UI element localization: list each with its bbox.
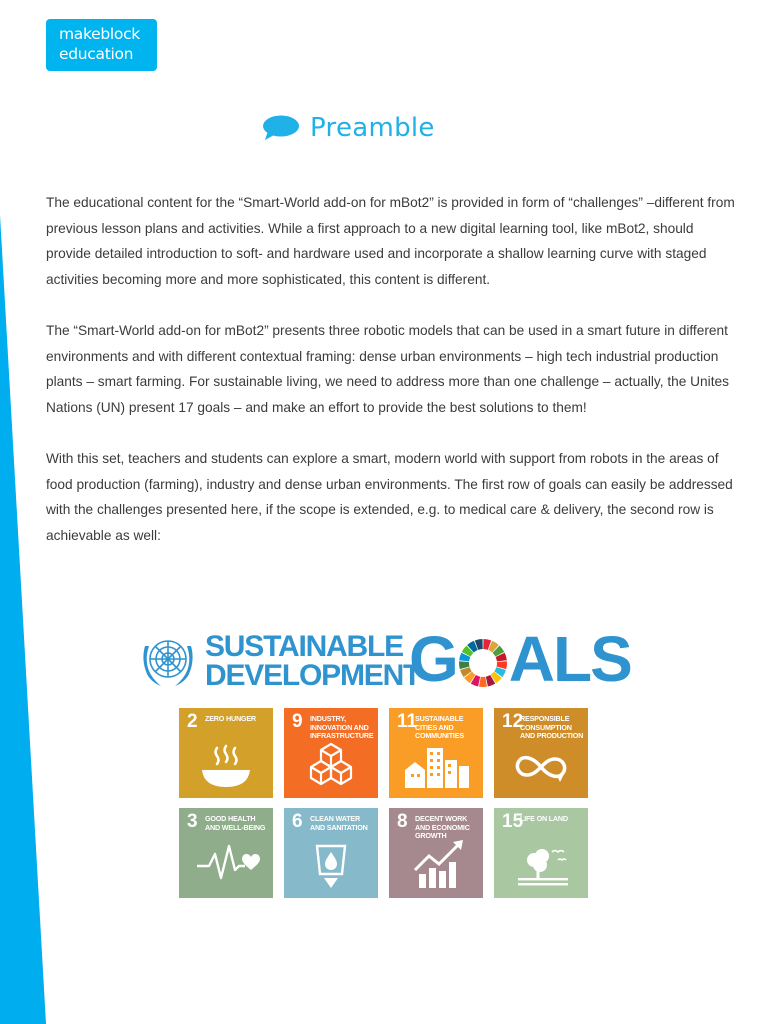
paragraph-2: The “Smart-World add-on for mBot2” presents three robotic models that can be used in a smart future in different environments and with different contextual framing: dense urban environments – high tech industrial production plants – smart farming. For sustainable living, we need to address more than one challenge – actually, the Unites Nations (UN) present 17 goals – and make an effort to provide the best solutions to them!: [46, 323, 729, 415]
goals-letter-g: G: [409, 623, 457, 695]
growth-chart-icon: [389, 808, 483, 898]
sdg-tile-responsible-consumption: [494, 708, 588, 798]
tile-number: 8: [397, 811, 408, 832]
tile-label: SUSTAINABLE CITIES AND COMMUNITIES: [415, 714, 464, 740]
tile-number: 15: [502, 811, 524, 832]
food-bowl-icon: [179, 708, 273, 798]
heartbeat-icon: [179, 808, 273, 898]
water-glass-icon: [284, 808, 378, 898]
logo-line-2: education: [59, 45, 134, 63]
sdg-line-2: DEVELOPMENT: [205, 659, 421, 692]
side-accent-band: [0, 0, 48, 1024]
tile-number: 3: [187, 811, 198, 832]
wheel-segment: [479, 677, 487, 687]
speech-bubble-icon: [262, 115, 300, 141]
goals-letters-als: ALS: [508, 623, 631, 695]
tile-label: LIFE ON LAND: [520, 814, 568, 823]
sdg-logo: [137, 623, 637, 695]
tile-label: GOOD HEALTH AND WELL-BEING: [205, 814, 266, 832]
cubes-icon: [284, 708, 378, 798]
logo-line-1: makeblock: [59, 25, 140, 43]
tile-label: DECENT WORK AND ECONOMIC GROWTH: [415, 814, 470, 840]
page-title: Preamble: [310, 113, 435, 143]
tile-label: ZERO HUNGER: [205, 714, 256, 723]
tile-number: 6: [292, 811, 303, 832]
sdg-tile-clean-water: [284, 808, 378, 898]
tile-number: 12: [502, 711, 524, 732]
infinity-loop-icon: [494, 708, 588, 798]
paragraph-1: The educational content for the “Smart-World add-on for mBot2” is provided in form of “challenges” –different from previous lesson plans and activities. While a first approach to a new digital learning tool, like mBot2, should provide detailed introduction to soft- and hardware used and incorporate a shallow learning curve with staged activities becoming more and more sophisticated, this content is different.: [46, 195, 735, 287]
goals-wordmark: [409, 623, 631, 695]
sdg-tile-zero-hunger: [179, 708, 273, 798]
tile-number: 2: [187, 711, 198, 732]
tree-birds-icon: [494, 808, 588, 898]
tile-label: RESPONSIBLE CONSUMPTION AND PRODUCTION: [520, 714, 584, 740]
tile-label: INDUSTRY, INNOVATION AND INFRASTRUCTURE: [310, 714, 374, 740]
sdg-tile-industry-innovation: [284, 708, 378, 798]
un-emblem-icon: [137, 632, 199, 690]
makeblock-education-logo[interactable]: [46, 19, 157, 71]
preamble-body: [46, 190, 736, 574]
sdg-tile-sustainable-cities: [389, 708, 483, 798]
paragraph-3: With this set, teachers and students can explore a smart, modern world with support from robots in the areas of food production (farming), industry and dense urban environments. The first row of goals can easily be addressed with the challenges presented here, if the scope is extended, e.g. to medical care & delivery, the second row is achievable as well:: [46, 451, 733, 543]
page-heading: [262, 108, 435, 148]
sdg-goal-grid: [179, 708, 589, 898]
tile-label: CLEAN WATER AND SANITATION: [310, 814, 368, 832]
tile-number: 11: [397, 711, 418, 732]
tile-number: 9: [292, 711, 303, 732]
sdg-wordmark: [205, 632, 420, 690]
sdg-tile-good-health: [179, 808, 273, 898]
sdg-color-wheel-icon: [457, 635, 509, 685]
city-buildings-icon: [389, 708, 483, 798]
sdg-line-1: SUSTAINABLE: [205, 630, 403, 663]
sdg-tile-decent-work: [389, 808, 483, 898]
sdg-tile-life-on-land: [494, 808, 588, 898]
